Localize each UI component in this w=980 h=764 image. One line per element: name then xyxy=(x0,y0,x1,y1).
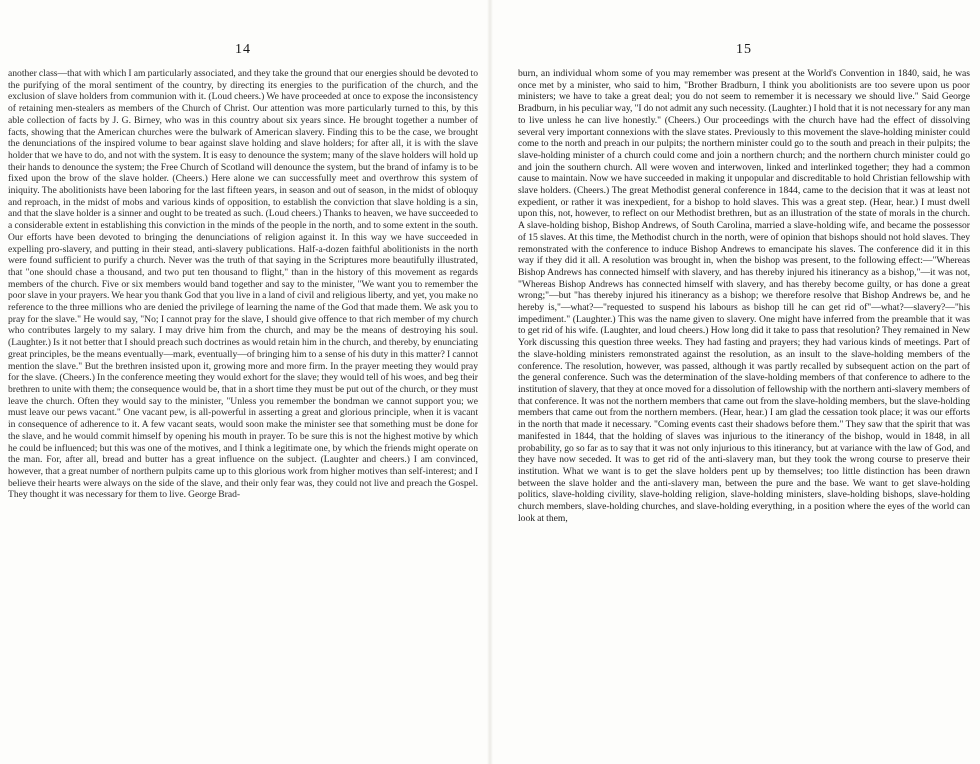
page-body-text-left: another class—that with which I am particularly associated, and they take the ground that our energies should be devoted to the purifying of the moral sentiment of the country, by directing its energies to the purification of the church, and the exclusion of slave holders from communion with it. (Loud cheers.) We have proceeded at once to expose the inconsistency of retaining men-stealers as members of the Church of Christ. Our attention was more particularly turned to this, by this able collection of facts by J. G. Birney, who was in this country about six years since. He brought together a number of facts, showing that the American churches were the bulwark of American slavery. Finding this to be the case, we brought the denunciations of the inspired volume to bear against slave holding and slave holders; for after all, it is with the slave holder that we have to do, and not with the system. It is easy to denounce the system; many of the slave holders will hold up their hands to denounce the system; the Free Church of Scotland will denounce the system, but the brand of infamy is to be fixed upon the brow of the slave holder. (Cheers.) Here alone we can successfully meet and overthrow this system of iniquity. The abolitionists have been laboring for the last fifteen years, in season and out of season, in the midst of obloquy and reproach, in the midst of mobs and various kinds of opposition, to establish the conviction that slave holding is a sin, and that the slave holder is a sinner and ought to be treated as such. (Loud cheers.) Thanks to heaven, we have succeeded to a considerable extent in establishing this conviction in the minds of the people in the north, and to some extent in the south. Our efforts have been devoted to bringing the denunciations of religion against it. In this way we have succeeded in expelling pro-slavery, and putting in their stead, anti-slavery publications. Half-a-dozen faithful abolitionists in the north were found sufficient to purify a church. Never was the truth of that saying in the Scriptures more beautifully illustrated, that "one should chase a thousand, and two put ten thousand to flight," than in the history of this movement as regards members of the church. Five or six members would band together and say to the minister, "We want you to remember the poor slave in your prayers. We hear you thank God that you live in a land of civil and religious liberty, and yet, you make no reference to the three millions who are denied the privilege of learning the name of the God that made them. We ask you to pray for the slave." He would say, "No; I cannot pray for the slave, I should give offence to that rich member of my church who contributes largely to my salary. I may drive him from the church, and may be the means of destroying his soul. (Laughter.) Is it not better that I should preach such doctrines as would retain him in the church, and thereby, by enunciating great principles, be the means eventually—mark, eventually—of bringing him to a sense of his duty in this matter? I cannot mention the slave." But the brethren insisted upon it, growing more and more firm. In the prayer meeting they would pray for the slave. (Cheers.) In the conference meeting they would exhort for the slave; they would tell of his woes, and beg their brethren to unite with them; the consequence would be, that in a short time they must be put out of the church, or they must leave the church. Often they would say to the minister, "Unless you remember the bondman we cannot support you; we must leave our pews vacant." One vacant pew, is all-powerful in asserting a great and glorious principle, when it is vacant in consequence of adherence to it. A few vacant seats, would soon make the minister see that something must be done for the slave, and he would commit himself by opening his mouth in prayer. To be sure this is not the highest motive by which he could be influenced; but this was one of the motives, and I think a legitimate one, by which the friends might operate on the man. For, after all, bread and butter has a great influence on the subject. (Laughter and cheers.) I am convinced, however, that a great number of northern pulpits came up to this glorious work from higher motives than self-interest; and I believe their hearts were always on the side of the slave, and their only fear was, they could not live and preach the Gospel. They thought it was necessary for them to live. George Brad- xyxy=(8,68,478,501)
page-number-left: 14 xyxy=(235,42,251,57)
right-page xyxy=(490,0,980,764)
page-body-text-right: burn, an individual whom some of you may remember was present at the World's Convention in 1840, said, he was once met by a minister, who said to him, "Brother Bradburn, I think you abolitionists are too severe upon us poor ministers; we have to take a great deal; you do not seem to remember it is necessary we should live." Said George Bradburn, in his peculiar way, "I do not admit any such necessity. (Laughter.) I hold that it is not necessary for any man to live unless he can live honestly." (Cheers.) Our proceedings with the church have had the effect of dissolving several very important connexions with the slave states. Previously to this movement the slave-holding minister could come to the north and preach in our pulpits; the northern minister could go to the south and preach in their pulpits; the slave-holding minister of a church could come and join a northern church; and the northern church minister could go and join the southern church. All were woven and interwoven, linked and interlinked together; they had a common cause to maintain. Now we have succeeded in making it unpopular and discreditable to hold Christian fellowship with slave holders. (Cheers.) The great Methodist general conference in 1844, came to the decision that it was at least not expedient, or rather it was inexpedient, for a bishop to hold slaves. This was a great step. (Hear, hear.) I must dwell upon this, not, however, to reflect on our Methodist brethren, but as an illustration of the state of morals in the church. A slave-holding bishop, Bishop Andrews, of South Carolina, married a slave-holding wife, and became the possessor of 15 slaves. At this time, the Methodist church in the north, were of opinion that bishops should not hold slaves. They remonstrated with the conference to induce Bishop Andrews to emancipate his slaves. The conference did it in this way if they did it all. A resolution was brought in, when the bishop was present, to the following effect:—"Whereas Bishop Andrews has connected himself with slavery, and has thereby injured his itinerancy as a bishop,"—it was not, "Whereas Bishop Andrews has connected himself with slavery, and has thereby become guilty, or has done a great wrong;"—but "has thereby injured his itinerancy as a bishop; we therefore resolve that Bishop Andrews be, and he hereby is,"—what?—"requested to suspend his labours as bishop till he can get rid of"—what?—slavery?—"his impediment." (Laughter.) This was the name given to slavery. One might have inferred from the preamble that it was to get rid of his wife. (Laughter, and loud cheers.) How long did it take to pass that resolution? They remained in New York discussing this question three weeks. They had fasting and prayers; they had various kinds of meetings. Part of the slave-holding ministers remonstrated against the resolution, as an insult to the slave-holding members of the conference. The resolution, however, was passed, although it was partly recalled by subsequent action on the part of the general conference. Such was the determination of the slave-holding members of that conference to adhere to the institution of slavery, that they at once moved for a dissolution of fellowship with the northern anti-slavery members of that conference. It was not the northern members that came out from the slave-holding members, but the slave-holding members that came out from the northern members. (Hear, hear.) I am glad the cessation took place; it was our efforts in the north that made it necessary. "Coming events cast their shadows before them." They saw that the spirit that was manifested in 1844, that the holding of slaves was injurious to the itinerancy of the bishop, would in 1848, in all probability, go so far as to say that it was not only injurious to this itinerancy, but at variance with the law of God, and they have now seceded. It was to get rid of the anti-slavery man, but they took the wrong course to preserve their institution. What we want is to get the slave holders pent up by themselves; too little distinction has been drawn between the slave holder and the anti-slavery man, between the pure and the base. We want to get slave-holding politics, slave-holding civility, slave-holding religion, slave-holding ministers, slave-holding bishops, slave-holding church members, slave-holding churches, and slave-holding everything, in a position where the eyes of the world can look at them, xyxy=(518,68,970,524)
page-number-right: 15 xyxy=(736,42,752,57)
